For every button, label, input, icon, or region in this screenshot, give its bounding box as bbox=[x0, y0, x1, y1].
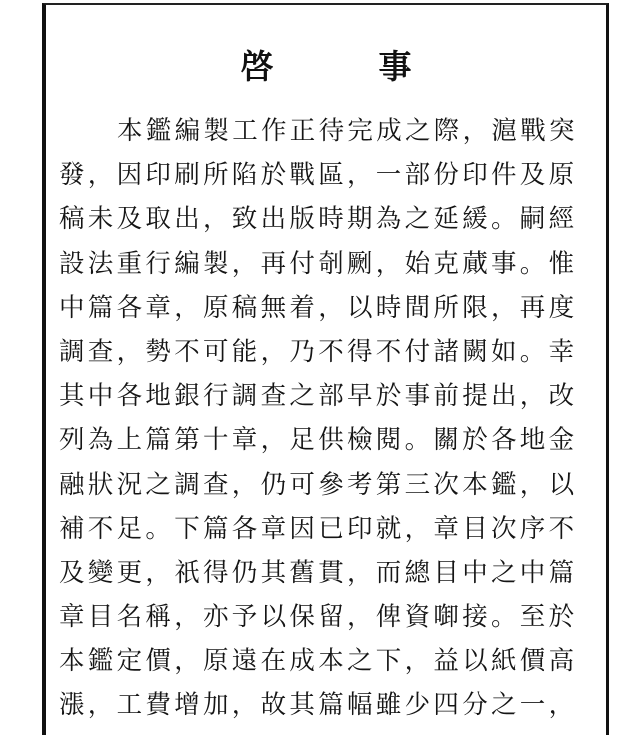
text-line: 稿未及取出，致出版時期為之延緩。嗣經 bbox=[59, 204, 578, 235]
text-line: 其中各地銀行調查之部早於事前提出，改 bbox=[59, 381, 578, 412]
text-line: 章目名稱，亦予以保留，俾資啣接。至於 bbox=[59, 602, 578, 633]
text-line: 設法重行編製，再付剞劂，始克蕆事。惟 bbox=[59, 248, 578, 279]
text-line: 及變更，祇得仍其舊貫，而總目中之中篇 bbox=[59, 557, 578, 588]
text-line: 中篇各章，原稿無着，以時間所限，再度 bbox=[59, 292, 578, 323]
text-line: 本鑑編製工作正待完成之際，滬戰突 bbox=[117, 116, 578, 146]
text-line: 融狀況之調查，仍可參考第三次本鑑，以 bbox=[59, 469, 578, 500]
scan-margin bbox=[0, 0, 38, 719]
page-title: 啓 事 bbox=[240, 47, 448, 86]
text-line: 調查，勢不可能，乃不得不付諸闕如。幸 bbox=[59, 336, 578, 367]
document-page bbox=[42, 3, 609, 735]
notice-body bbox=[59, 109, 593, 728]
text-line: 漲，工費增加，故其篇幅雖少四分之一， bbox=[59, 690, 578, 721]
text-line: 補不足。下篇各章因已印就，章目次序不 bbox=[59, 513, 578, 544]
text-line: 發，因印刷所陷於戰區，一部份印件及原 bbox=[59, 160, 578, 191]
text-line: 列為上篇第十章，足供檢閱。關於各地金 bbox=[59, 425, 578, 456]
text-line: 本鑑定價，原遠在成本之下，益以紙價高 bbox=[59, 646, 578, 677]
